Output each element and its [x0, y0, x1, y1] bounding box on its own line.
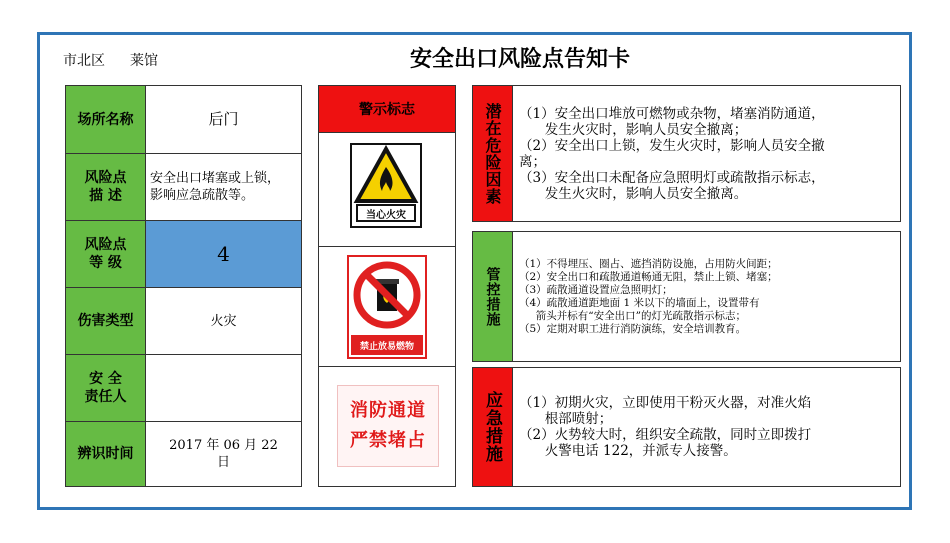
- injury-type-value: 火灾: [210, 313, 237, 329]
- hazard-line: （3）安全出口未配备应急照明灯或疏散指示标志，: [519, 169, 825, 186]
- venue-label: 莱馆: [130, 53, 158, 69]
- risk-level-value: 4: [146, 221, 301, 287]
- hazards-side-label: [473, 86, 513, 221]
- fire-lane-sign-cell: [319, 366, 455, 486]
- emergency-line: （2）火势较大时，组织安全疏散，同时立即拨打: [519, 427, 812, 443]
- identify-time-value: 2017 年 06 月 22 日: [169, 438, 278, 470]
- hazards-side-text: 潜在危险因素: [483, 102, 502, 205]
- controls-box: [472, 231, 901, 362]
- fire-warning-sign-cell: [319, 132, 455, 246]
- row-label: 风险点 描 述: [66, 154, 146, 220]
- row-label: 风险点 等 级: [66, 221, 146, 287]
- risk-description-value: 安全出口堵塞或上锁， 影响应急疏散等。: [150, 171, 281, 203]
- no-flammables-icon: [349, 257, 425, 333]
- controls-text: [519, 232, 894, 361]
- emergency-text: [519, 368, 894, 486]
- control-line: （3）疏散通道设置应急照明灯；: [519, 283, 673, 296]
- no-flammables-caption: 禁止放易燃物: [351, 335, 423, 355]
- warning-signs-column: [318, 85, 456, 487]
- emergency-line: （1）初期火灾，立即使用干粉灭火器，对准火焰: [519, 395, 812, 411]
- fire-lane-sign: [337, 385, 439, 467]
- place-name-value: 后门: [208, 110, 239, 128]
- hazard-line: 发生火灾时，影响人员安全撤离。: [519, 185, 748, 202]
- page-title: 安全出口风险点告知卡: [409, 47, 630, 72]
- emergency-line: 根部喷射；: [519, 411, 613, 427]
- row-label: 辨识时间: [66, 422, 146, 486]
- control-line: （2）安全出口和疏散通道畅通无阻，禁止上锁、堵塞；: [519, 270, 778, 283]
- row-identify-time: [66, 421, 301, 486]
- no-flammables-sign-cell: [319, 246, 455, 366]
- row-place-name: [66, 86, 301, 153]
- row-label: 场所名称: [66, 86, 146, 153]
- row-label: 伤害类型: [66, 288, 146, 354]
- safety-owner-value: [146, 355, 301, 421]
- no-flammables-sign: [347, 255, 427, 359]
- warning-signs-header: 警示标志: [319, 86, 455, 132]
- emergency-line: 火警电话 122，并派专人接警。: [519, 443, 737, 459]
- district-label: 市北区: [63, 53, 105, 69]
- controls-side-label: [473, 232, 513, 361]
- info-table: [65, 85, 302, 487]
- control-line: （4）疏散通道距地面 1 米以下的墙面上，设置带有: [519, 296, 760, 309]
- control-line: 箭头并标有“安全出口”的灯光疏散指示标志；: [519, 309, 746, 322]
- row-injury-type: [66, 287, 301, 354]
- row-safety-owner: [66, 354, 301, 421]
- controls-side-text: 管控措施: [484, 266, 501, 327]
- row-risk-level: [66, 220, 301, 287]
- hazards-box: [472, 85, 901, 222]
- hazards-text: [519, 86, 894, 221]
- fire-warning-icon: [352, 145, 420, 205]
- emergency-side-text: 应急措施: [482, 391, 502, 463]
- hazard-line: 离；: [519, 153, 546, 170]
- row-label: 安 全 责任人: [66, 355, 146, 421]
- control-line: （5）定期对职工进行消防演练，安全培训教育。: [519, 322, 747, 335]
- emergency-box: [472, 367, 901, 487]
- fire-warning-sign: [350, 143, 422, 228]
- hazard-line: 发生火灾时，影响人员安全撤离；: [519, 121, 748, 138]
- fire-lane-sign-line1: 消防通道: [350, 400, 426, 421]
- emergency-side-label: [473, 368, 513, 486]
- fire-lane-sign-line2: 严禁堵占: [350, 430, 426, 451]
- hazard-line: （2）安全出口上锁，发生火灾时，影响人员安全撤: [519, 137, 825, 154]
- row-risk-description: [66, 153, 301, 220]
- control-line: （1）不得埋压、圈占、遮挡消防设施，占用防火间距；: [519, 257, 778, 270]
- fire-warning-caption: 当心火灾: [356, 204, 416, 222]
- hazard-line: （1）安全出口堆放可燃物或杂物，堵塞消防通道，: [519, 105, 825, 122]
